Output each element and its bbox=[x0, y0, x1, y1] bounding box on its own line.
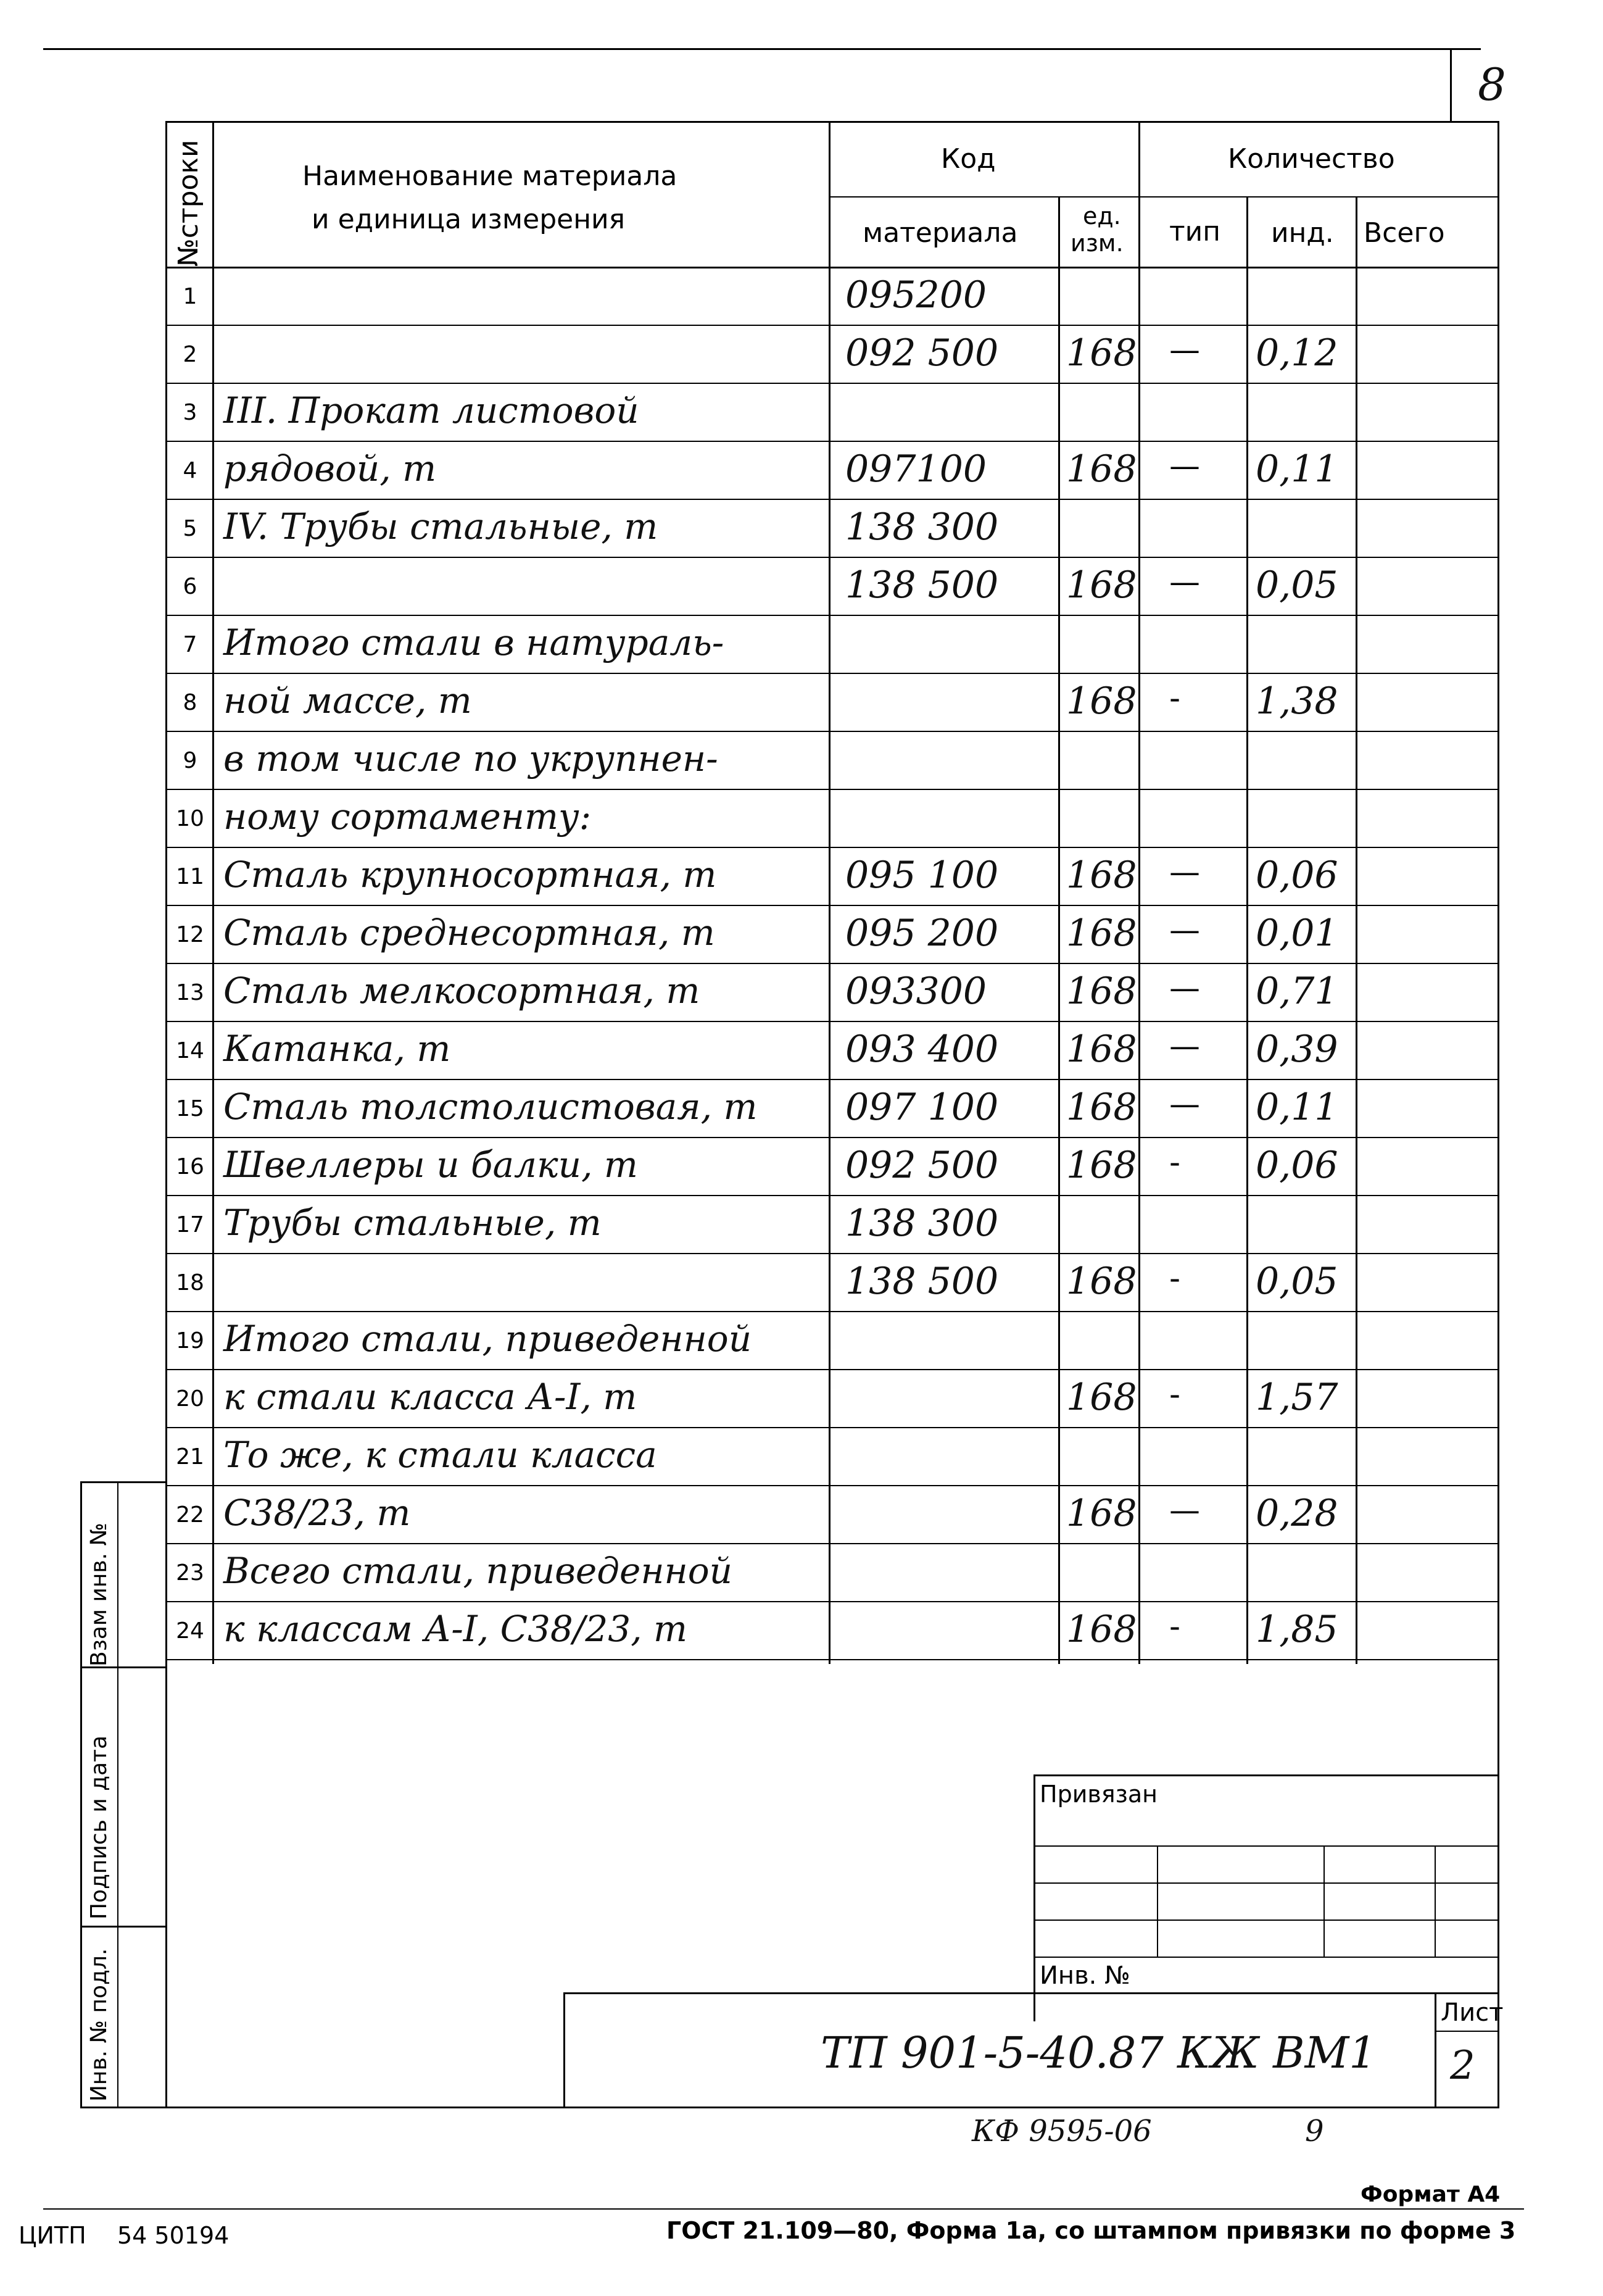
row-type: — bbox=[1169, 332, 1200, 368]
row-type: - bbox=[1169, 1144, 1181, 1180]
page-number: 8 bbox=[1478, 59, 1506, 110]
document-code: ТП 901-5-40.87 КЖ ВМ1 bbox=[821, 2028, 1377, 2078]
row-name: Швеллеры и балки, т bbox=[223, 1144, 638, 1186]
side-strip-left bbox=[80, 1481, 82, 2108]
row-type: - bbox=[1169, 1376, 1181, 1412]
row-n: 18 bbox=[176, 1270, 204, 1296]
row-type: — bbox=[1169, 1086, 1200, 1122]
row-n: 22 bbox=[176, 1502, 204, 1528]
footer-kf: КФ 9595-06 bbox=[972, 2114, 1152, 2148]
stamp-col3 bbox=[1435, 1845, 1436, 1957]
row-unit: 168 bbox=[1066, 970, 1137, 1013]
row-code: 097100 bbox=[845, 447, 987, 491]
row-name: Сталь мелкосортная, т bbox=[223, 970, 700, 1012]
row-code: 138 500 bbox=[845, 1260, 999, 1303]
stamp-left bbox=[1033, 1774, 1035, 2021]
sheet-label: Лист bbox=[1441, 1999, 1504, 2027]
footer-rule bbox=[43, 2208, 1524, 2210]
row-code: 095200 bbox=[845, 273, 987, 317]
row-n: 14 bbox=[176, 1038, 204, 1063]
row-code: 092 500 bbox=[845, 1144, 999, 1187]
frame-right bbox=[1497, 121, 1499, 2108]
row-type: — bbox=[1169, 1028, 1200, 1064]
row-name: Всего стали, приведенной bbox=[223, 1550, 732, 1592]
row-unit: 168 bbox=[1066, 1608, 1137, 1651]
row-n: 15 bbox=[176, 1096, 204, 1121]
stamp-row1 bbox=[1033, 1845, 1499, 1847]
row-divider bbox=[165, 441, 1499, 442]
row-divider bbox=[165, 1543, 1499, 1544]
row-divider bbox=[165, 1079, 1499, 1080]
row-unit: 168 bbox=[1066, 564, 1137, 607]
row-divider bbox=[165, 499, 1499, 500]
row-divider bbox=[165, 789, 1499, 790]
footer-citp: ЦИТП bbox=[19, 2222, 86, 2249]
side-strip-div2 bbox=[80, 1926, 167, 1928]
header-name-line1: Наименование материала bbox=[302, 160, 677, 192]
row-type: — bbox=[1169, 912, 1200, 948]
row-n: 2 bbox=[183, 342, 197, 367]
row-type: — bbox=[1169, 970, 1200, 1006]
stamp-col1 bbox=[1157, 1845, 1158, 1957]
row-n: 20 bbox=[176, 1386, 204, 1412]
row-name: к стали класса А-I, т bbox=[223, 1376, 637, 1418]
side-strip-top bbox=[80, 1481, 167, 1483]
frame-bottom bbox=[80, 2107, 1499, 2108]
top-rule bbox=[43, 48, 1481, 50]
row-ind: 1,38 bbox=[1256, 680, 1338, 723]
row-code: 093 400 bbox=[845, 1028, 999, 1071]
frame-top bbox=[165, 121, 1499, 123]
side-label-vzam: Взам инв. № bbox=[86, 1523, 112, 1666]
row-code: 095 200 bbox=[845, 912, 999, 955]
row-unit: 168 bbox=[1066, 1086, 1137, 1129]
row-n: 24 bbox=[176, 1618, 204, 1644]
stamp-privyazan: Привязан bbox=[1040, 1781, 1158, 1808]
row-n: 13 bbox=[176, 980, 204, 1005]
header-material: материала bbox=[863, 217, 1018, 249]
row-type: — bbox=[1169, 564, 1200, 600]
row-ind: 0,39 bbox=[1256, 1028, 1338, 1071]
row-code: 095 100 bbox=[845, 854, 999, 897]
stamp-row3 bbox=[1033, 1920, 1499, 1921]
row-n: 5 bbox=[183, 516, 197, 541]
row-divider bbox=[165, 905, 1499, 906]
row-ind: 0,11 bbox=[1256, 447, 1338, 491]
stamp-row2 bbox=[1033, 1882, 1499, 1884]
row-type: - bbox=[1169, 680, 1181, 716]
footer-gost: ГОСТ 21.109—80, Форма 1а, со штампом привязки по форме 3 bbox=[666, 2217, 1516, 2244]
row-unit: 168 bbox=[1066, 680, 1137, 723]
row-n: 10 bbox=[176, 806, 204, 831]
row-type: — bbox=[1169, 854, 1200, 890]
row-unit: 168 bbox=[1066, 912, 1137, 955]
page-number-box-left bbox=[1450, 48, 1452, 122]
row-name: С38/23, т bbox=[223, 1492, 411, 1534]
header-ind: инд. bbox=[1271, 217, 1334, 249]
row-n: 8 bbox=[183, 690, 197, 715]
row-unit: 168 bbox=[1066, 331, 1137, 375]
header-mid-line bbox=[829, 196, 1499, 198]
row-n: 4 bbox=[183, 458, 197, 483]
header-code: Код bbox=[941, 143, 996, 175]
row-divider bbox=[165, 1427, 1499, 1428]
row-code: 092 500 bbox=[845, 331, 999, 375]
header-row-no: №строки bbox=[173, 139, 204, 267]
row-divider bbox=[165, 325, 1499, 326]
row-divider bbox=[165, 557, 1499, 558]
row-name: рядовой, т bbox=[223, 447, 437, 489]
row-unit: 168 bbox=[1066, 1492, 1137, 1535]
col-line-6 bbox=[1356, 196, 1357, 1664]
row-divider bbox=[165, 1601, 1499, 1602]
row-ind: 0,05 bbox=[1256, 1260, 1338, 1303]
header-name-line2: и единица измерения bbox=[312, 204, 626, 235]
row-n: 12 bbox=[176, 922, 204, 947]
row-unit: 168 bbox=[1066, 447, 1137, 491]
row-name: Итого стали в натураль- bbox=[223, 622, 724, 663]
row-name: Сталь среднесортная, т bbox=[223, 912, 715, 954]
row-type: - bbox=[1169, 1260, 1181, 1296]
row-unit: 168 bbox=[1066, 854, 1137, 897]
row-code: 138 300 bbox=[845, 1202, 999, 1245]
row-divider bbox=[165, 963, 1499, 964]
row-divider bbox=[165, 383, 1499, 384]
row-divider bbox=[165, 615, 1499, 616]
header-unit-line2: изм. bbox=[1071, 230, 1124, 257]
sheet-box-div bbox=[1435, 2031, 1499, 2032]
stamp-inv-no: Инв. № bbox=[1040, 1961, 1130, 1990]
row-divider bbox=[165, 1311, 1499, 1312]
header-bottom-line bbox=[165, 267, 1499, 268]
row-n: 3 bbox=[183, 400, 197, 425]
row-ind: 0,06 bbox=[1256, 854, 1338, 897]
sheet-number: 2 bbox=[1450, 2043, 1475, 2089]
title-block-top bbox=[563, 1992, 1499, 1994]
row-n: 9 bbox=[183, 748, 197, 773]
row-n: 7 bbox=[183, 632, 197, 657]
row-code: 093300 bbox=[845, 970, 987, 1013]
sheet-box-left bbox=[1435, 1992, 1436, 2108]
row-name: То же, к стали класса bbox=[223, 1434, 657, 1476]
side-strip-inner bbox=[117, 1481, 118, 2108]
row-ind: 0,71 bbox=[1256, 970, 1338, 1013]
header-quantity: Количество bbox=[1228, 143, 1395, 175]
col-line-2 bbox=[829, 121, 830, 1664]
row-n: 11 bbox=[176, 864, 204, 889]
stamp-top bbox=[1033, 1774, 1499, 1776]
row-n: 16 bbox=[176, 1154, 204, 1179]
row-code: 138 300 bbox=[845, 505, 999, 549]
stamp-row4 bbox=[1033, 1957, 1499, 1958]
col-line-3 bbox=[1058, 196, 1060, 1664]
footer-format: Формат А4 bbox=[1361, 2182, 1501, 2207]
stamp-col2 bbox=[1323, 1845, 1325, 1957]
row-name: ному сортаменту: bbox=[223, 796, 592, 838]
side-label-podpis: Подпись и дата bbox=[86, 1735, 112, 1920]
row-ind: 1,57 bbox=[1256, 1376, 1338, 1419]
header-type: тип bbox=[1169, 216, 1220, 247]
row-n: 1 bbox=[183, 284, 197, 309]
col-line-5 bbox=[1246, 196, 1248, 1664]
row-code: 138 500 bbox=[845, 564, 999, 607]
row-name: Сталь крупносортная, т bbox=[223, 854, 717, 896]
row-name: III. Прокат листовой bbox=[223, 389, 639, 431]
row-divider bbox=[165, 673, 1499, 674]
row-divider bbox=[165, 1137, 1499, 1138]
footer-kf-num: 9 bbox=[1305, 2114, 1324, 2148]
side-label-inv: Инв. № подл. bbox=[86, 1948, 112, 2102]
row-n: 21 bbox=[176, 1444, 204, 1470]
row-name: ной массе, т bbox=[223, 680, 472, 722]
row-ind: 0,12 bbox=[1256, 331, 1338, 375]
row-name: Трубы стальные, т bbox=[223, 1202, 602, 1244]
row-unit: 168 bbox=[1066, 1028, 1137, 1071]
row-ind: 0,01 bbox=[1256, 912, 1338, 955]
row-divider bbox=[165, 847, 1499, 848]
row-name: Катанка, т bbox=[223, 1028, 451, 1070]
row-n: 17 bbox=[176, 1212, 204, 1237]
row-n: 6 bbox=[183, 574, 197, 599]
row-ind: 0,06 bbox=[1256, 1144, 1338, 1187]
row-divider bbox=[165, 731, 1499, 732]
row-name: IV. Трубы стальные, т bbox=[223, 505, 658, 547]
footer-citp-num: 54 50194 bbox=[117, 2222, 230, 2249]
row-unit: 168 bbox=[1066, 1260, 1137, 1303]
row-code: 097 100 bbox=[845, 1086, 999, 1129]
row-name: Итого стали, приведенной bbox=[223, 1318, 752, 1360]
row-n: 23 bbox=[176, 1560, 204, 1586]
row-unit: 168 bbox=[1066, 1144, 1137, 1187]
side-strip-div1 bbox=[80, 1666, 167, 1668]
title-block-left bbox=[563, 1992, 565, 2108]
row-unit: 168 bbox=[1066, 1376, 1137, 1419]
row-ind: 1,85 bbox=[1256, 1608, 1338, 1651]
row-type: — bbox=[1169, 448, 1200, 484]
row-ind: 0,28 bbox=[1256, 1492, 1338, 1535]
row-divider bbox=[165, 1021, 1499, 1022]
row-type: — bbox=[1169, 1492, 1200, 1528]
header-unit-line1: ед. bbox=[1083, 202, 1121, 230]
row-ind: 0,05 bbox=[1256, 564, 1338, 607]
header-total: Всего bbox=[1364, 217, 1445, 249]
row-name: в том числе по укрупнен- bbox=[223, 738, 718, 780]
row-divider bbox=[165, 1659, 1499, 1660]
row-name: Сталь толстолистовая, т bbox=[223, 1086, 758, 1128]
row-name: к классам А-I, С38/23, т bbox=[223, 1608, 687, 1650]
row-divider bbox=[165, 1369, 1499, 1370]
row-n: 19 bbox=[176, 1328, 204, 1354]
row-ind: 0,11 bbox=[1256, 1086, 1338, 1129]
row-divider bbox=[165, 1195, 1499, 1196]
col-line-4 bbox=[1138, 121, 1140, 1664]
row-divider bbox=[165, 1253, 1499, 1254]
row-type: - bbox=[1169, 1608, 1181, 1644]
row-divider bbox=[165, 1485, 1499, 1486]
